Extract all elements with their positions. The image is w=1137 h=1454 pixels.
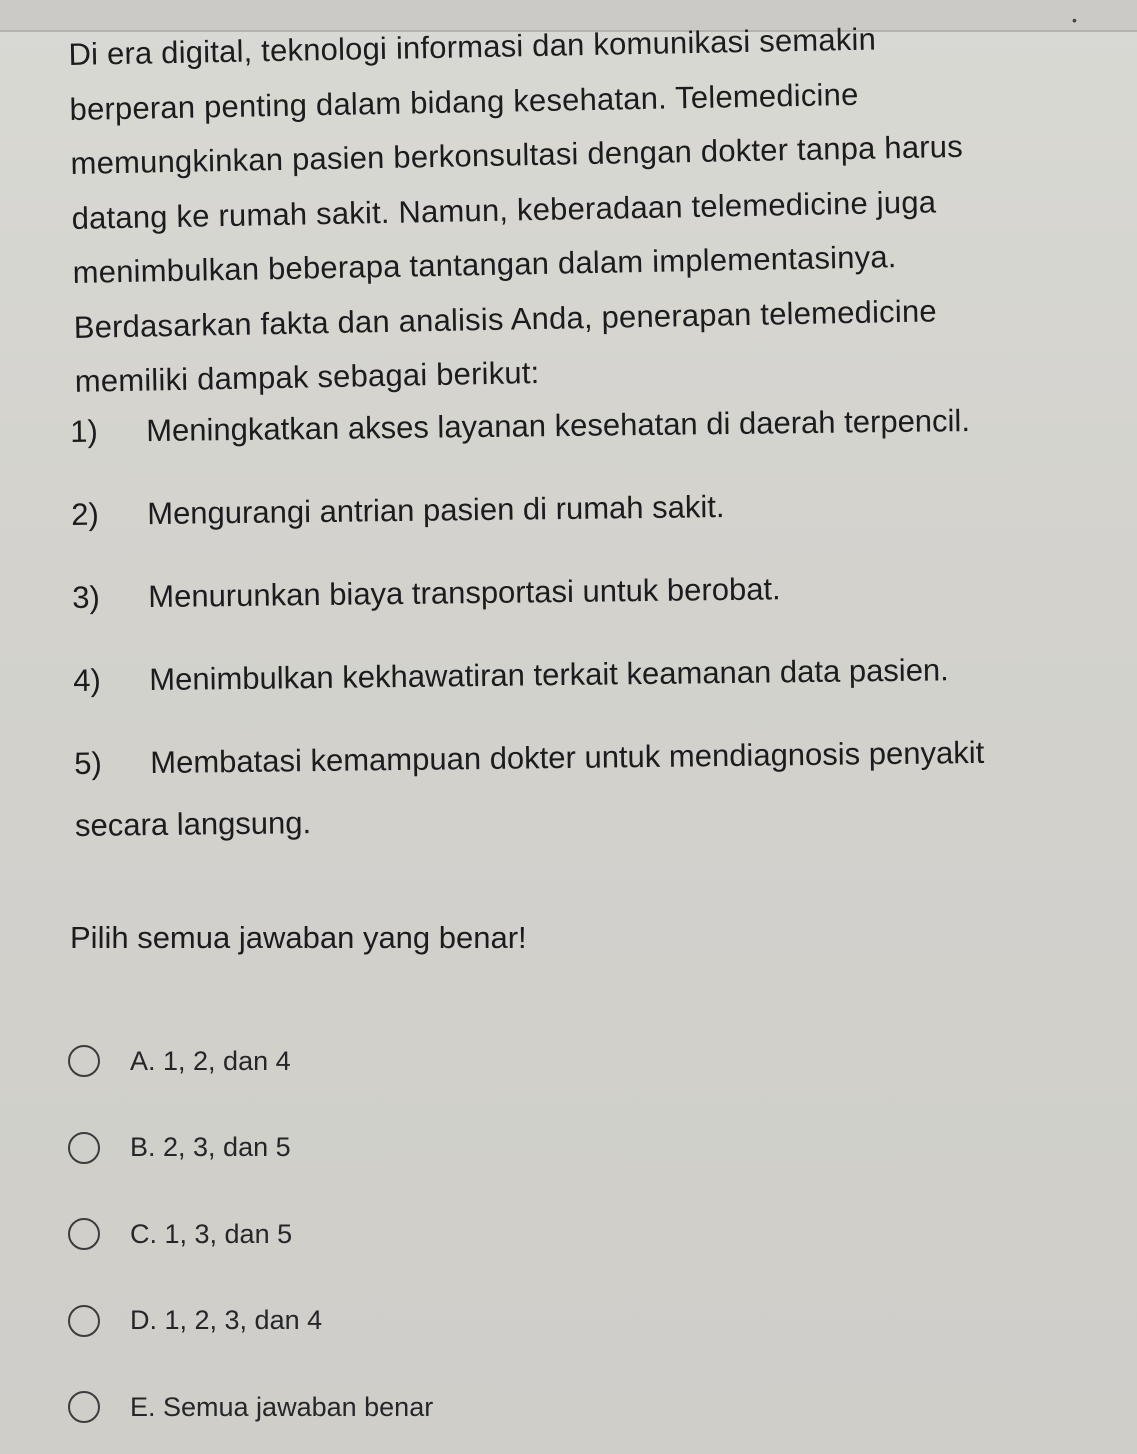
impact-number: 5) (74, 745, 103, 781)
impact-item (70, 399, 1111, 495)
option-label: B. 2, 3, dan 5 (130, 1132, 291, 1163)
radio-button[interactable] (68, 1391, 100, 1423)
option-a[interactable] (68, 1018, 433, 1105)
option-c[interactable] (68, 1191, 433, 1278)
option-label: A. 1, 2, dan 4 (130, 1045, 291, 1076)
impact-number: 3) (72, 579, 101, 615)
radio-button[interactable] (68, 1218, 100, 1250)
answer-options (68, 1018, 433, 1451)
intro-line: berperan penting dalam bidang kesehatan. Telemedicine (69, 76, 859, 127)
radio-button[interactable] (68, 1305, 100, 1337)
radio-button[interactable] (68, 1045, 100, 1077)
impact-text: Menurunkan biaya transportasi untuk berobat. (148, 571, 781, 615)
intro-line: memungkinkan pasien berkonsultasi dengan dokter tanpa harus (70, 128, 964, 181)
impact-number: 1) (70, 413, 99, 449)
option-e[interactable] (68, 1364, 433, 1451)
intro-line: menimbulkan beberapa tantangan dalam implementasinya. (72, 239, 897, 290)
corner-dot: • (1072, 12, 1077, 28)
impact-item (71, 482, 1112, 578)
intro-line: datang ke rumah sakit. Namun, keberadaan telemedicine juga (71, 183, 937, 236)
intro-line: Di era digital, teknologi informasi dan komunikasi semakin (68, 21, 877, 72)
impact-item (72, 565, 1113, 661)
impact-number: 4) (73, 662, 102, 698)
answer-prompt: Pilih semua jawaban yang benar! (70, 920, 527, 955)
option-d[interactable] (68, 1278, 433, 1365)
impact-text: Mengurangi antrian pasien di rumah sakit. (147, 489, 725, 532)
intro-line: memiliki dampak sebagai berikut: (74, 355, 540, 399)
option-b[interactable] (68, 1105, 433, 1192)
impact-item (73, 648, 1114, 744)
impact-text: Meningkatkan akses layanan kesehatan di daerah terpencil. (146, 403, 971, 449)
question-intro (68, 8, 1115, 409)
option-label: C. 1, 3, dan 5 (130, 1218, 293, 1249)
impact-text: Menimbulkan kekhawatiran terkait keamanan data pasien. (149, 652, 950, 698)
impact-text: Membatasi kemampuan dokter untuk mendiagnosis penyakit (150, 734, 985, 781)
impact-number: 2) (71, 496, 100, 532)
option-label: D. 1, 2, 3, dan 4 (130, 1305, 323, 1336)
impact-item (74, 731, 1115, 846)
impact-list (70, 399, 1115, 846)
radio-button[interactable] (68, 1132, 100, 1164)
option-label: E. Semua jawaban benar (130, 1391, 434, 1422)
intro-line: Berdasarkan fakta dan analisis Anda, penerapan telemedicine (73, 292, 938, 345)
impact-text-continuation: secara langsung. (74, 805, 312, 843)
